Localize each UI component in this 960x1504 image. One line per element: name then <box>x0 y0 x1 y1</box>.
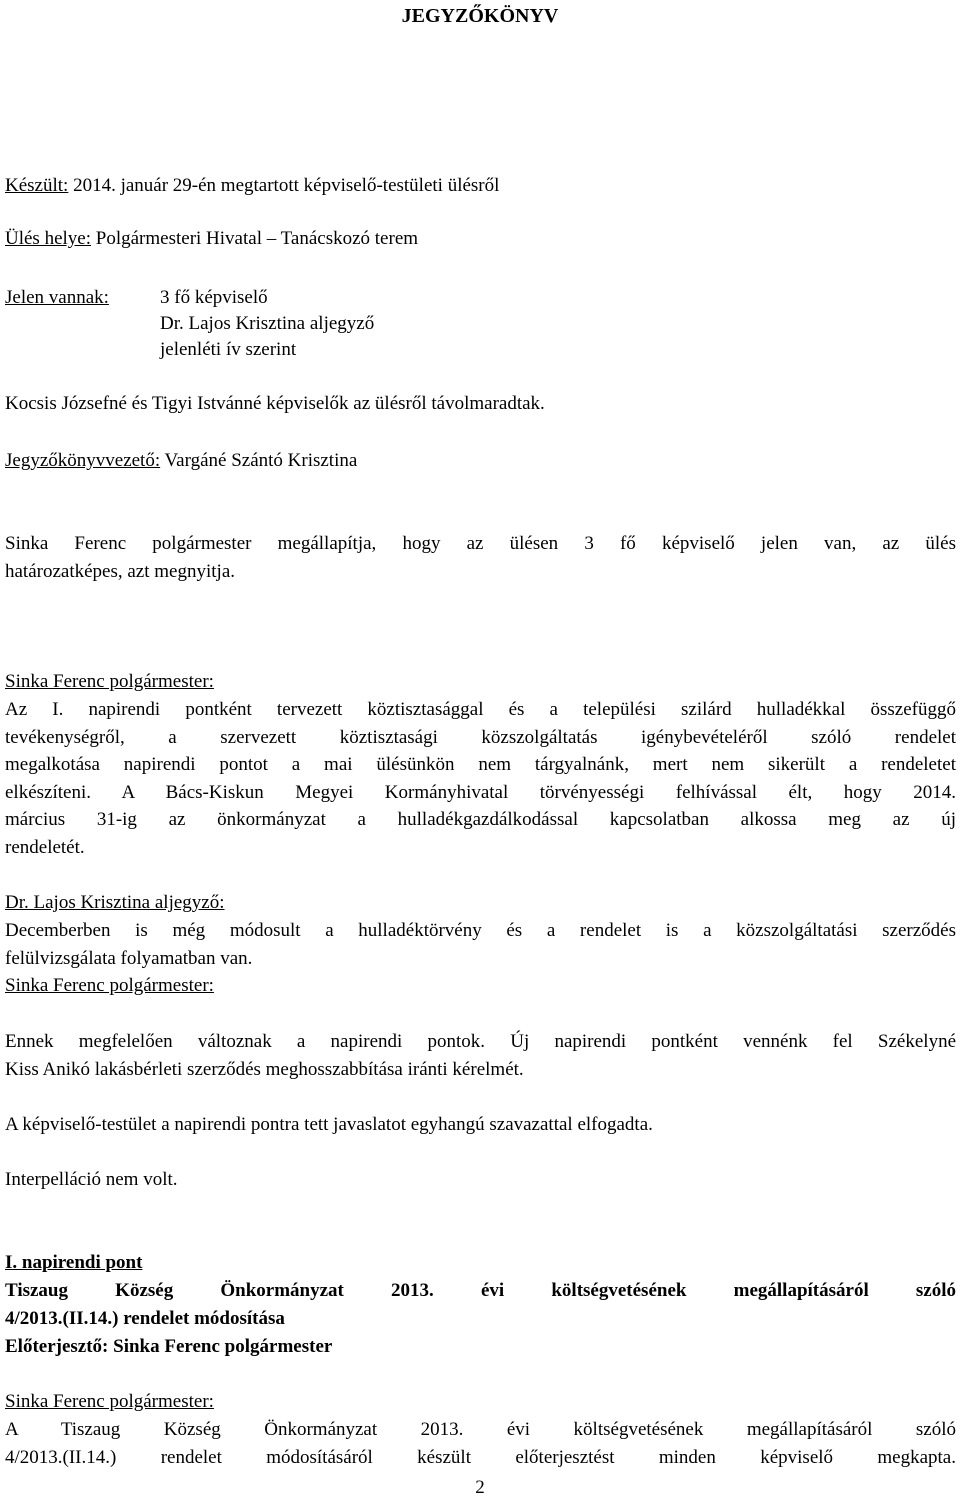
tavolmaradtak-text: Kocsis Józsefné és Tigyi Istvánné képviselők az ülésről távolmaradtak. <box>5 393 545 414</box>
paragraph-line: határozatképes, azt megnyitja. <box>5 560 236 582</box>
jegyzokonyvvezeto-label: Jegyzőkönyvvezető: <box>5 450 161 471</box>
jegyzokonyvvezeto-row <box>5 447 956 475</box>
napirend-title-line: 4/2013.(II.14.) rendelet módosítása <box>5 1307 285 1329</box>
paragraph-line: Ennek megfelelően változnak a napirendi pontok. Új napirendi pontként vennénk fel Székelyné <box>5 1031 956 1052</box>
ules-helye-row <box>5 225 956 253</box>
napirend-title-line: Tiszaug Község Önkormányzat 2013. évi költségvetésének megállapításáról szóló <box>5 1280 956 1301</box>
jelen-line-3: jelenléti ív szerint <box>160 339 297 360</box>
paragraph-line: elkészíteni. A Bács-Kiskun Megyei Kormányhivatal törvényességi felhívással élt, hogy 2014. <box>5 781 956 803</box>
keszult-label: Készült: <box>5 175 69 196</box>
keszult-value: 2014. január 29-én megtartott képviselő-testületi ülésről <box>73 175 500 196</box>
paragraph-line: Decemberben is még módosult a hulladéktörvény és a rendelet is a közszolgáltatási szerződés <box>5 920 956 941</box>
jelen-line-2: Dr. Lajos Krisztina aljegyző <box>160 313 375 334</box>
jelen-line-1: 3 fő képviselő <box>160 287 268 308</box>
napirend-title <box>5 1277 956 1332</box>
paragraph-1 <box>5 696 956 861</box>
paragraph-line: rendeletét. <box>5 836 85 858</box>
keszult-row <box>5 172 956 200</box>
paragraph-line: Kiss Anikó lakásbérleti szerződés meghosszabbítása iránti kérelmét. <box>5 1058 524 1080</box>
paragraph-line: Az I. napirendi pontként tervezett köztisztasággal és a települési szilárd hulladékkal összefüggő <box>5 699 956 720</box>
paragraph-4 <box>5 1416 956 1471</box>
megallapitja-paragraph <box>5 530 956 585</box>
speaker-label-3: Sinka Ferenc polgármester: <box>5 975 214 996</box>
ules-helye-value: Polgármesteri Hivatal – Tanácskozó terem <box>95 228 419 249</box>
paragraph-line: A Tiszaug Község Önkormányzat 2013. évi költségvetésének megállapításáról szóló <box>5 1419 956 1440</box>
jegyzokonyvvezeto-value: Vargáné Szántó Krisztina <box>164 450 358 471</box>
speaker-label-2: Dr. Lajos Krisztina aljegyző: <box>5 892 225 913</box>
paragraph-2 <box>5 917 956 972</box>
speaker-label-1: Sinka Ferenc polgármester: <box>5 671 214 692</box>
elfogadta-text: A képviselő-testület a napirendi pontra tett javaslatot egyhangú szavazattal elfogadta. <box>5 1114 653 1135</box>
paragraph-line: tevékenységről, a szervezett köztisztasági közszolgáltatás igénybevételéről szóló rendelet <box>5 726 956 748</box>
paragraph-line: 4/2013.(II.14.) rendelet módosításáról készült előterjesztést minden képviselő megkapta. <box>5 1446 956 1468</box>
ules-helye-label: Ülés helye: <box>5 228 92 249</box>
paragraph-line: Sinka Ferenc polgármester megállapítja, hogy az ülésen 3 fő képviselő jelen van, az ülés <box>5 533 956 554</box>
paragraph-line: megalkotása napirendi pontot a mai ülésünkön nem tárgyalnánk, mert nem sikerült a rendeletet <box>5 754 956 775</box>
speaker-label-4: Sinka Ferenc polgármester: <box>5 1391 214 1412</box>
page-number: 2 <box>475 1477 485 1498</box>
interpellacio-text: Interpelláció nem volt. <box>5 1169 178 1190</box>
napirend-heading: I. napirendi pont <box>5 1252 143 1273</box>
jelen-label: Jelen vannak: <box>5 287 109 308</box>
paragraph-line: március 31-ig az önkormányzat a hulladékgazdálkodással kapcsolatban alkossa meg az új <box>5 809 956 830</box>
document-title: JEGYZŐKÖNYV <box>401 5 559 27</box>
paragraph-line: felülvizsgálata folyamatban van. <box>5 947 253 969</box>
eloterjeszto-text: Előterjesztő: Sinka Ferenc polgármester <box>5 1336 333 1357</box>
paragraph-3 <box>5 1028 956 1083</box>
jelen-row <box>5 284 956 312</box>
